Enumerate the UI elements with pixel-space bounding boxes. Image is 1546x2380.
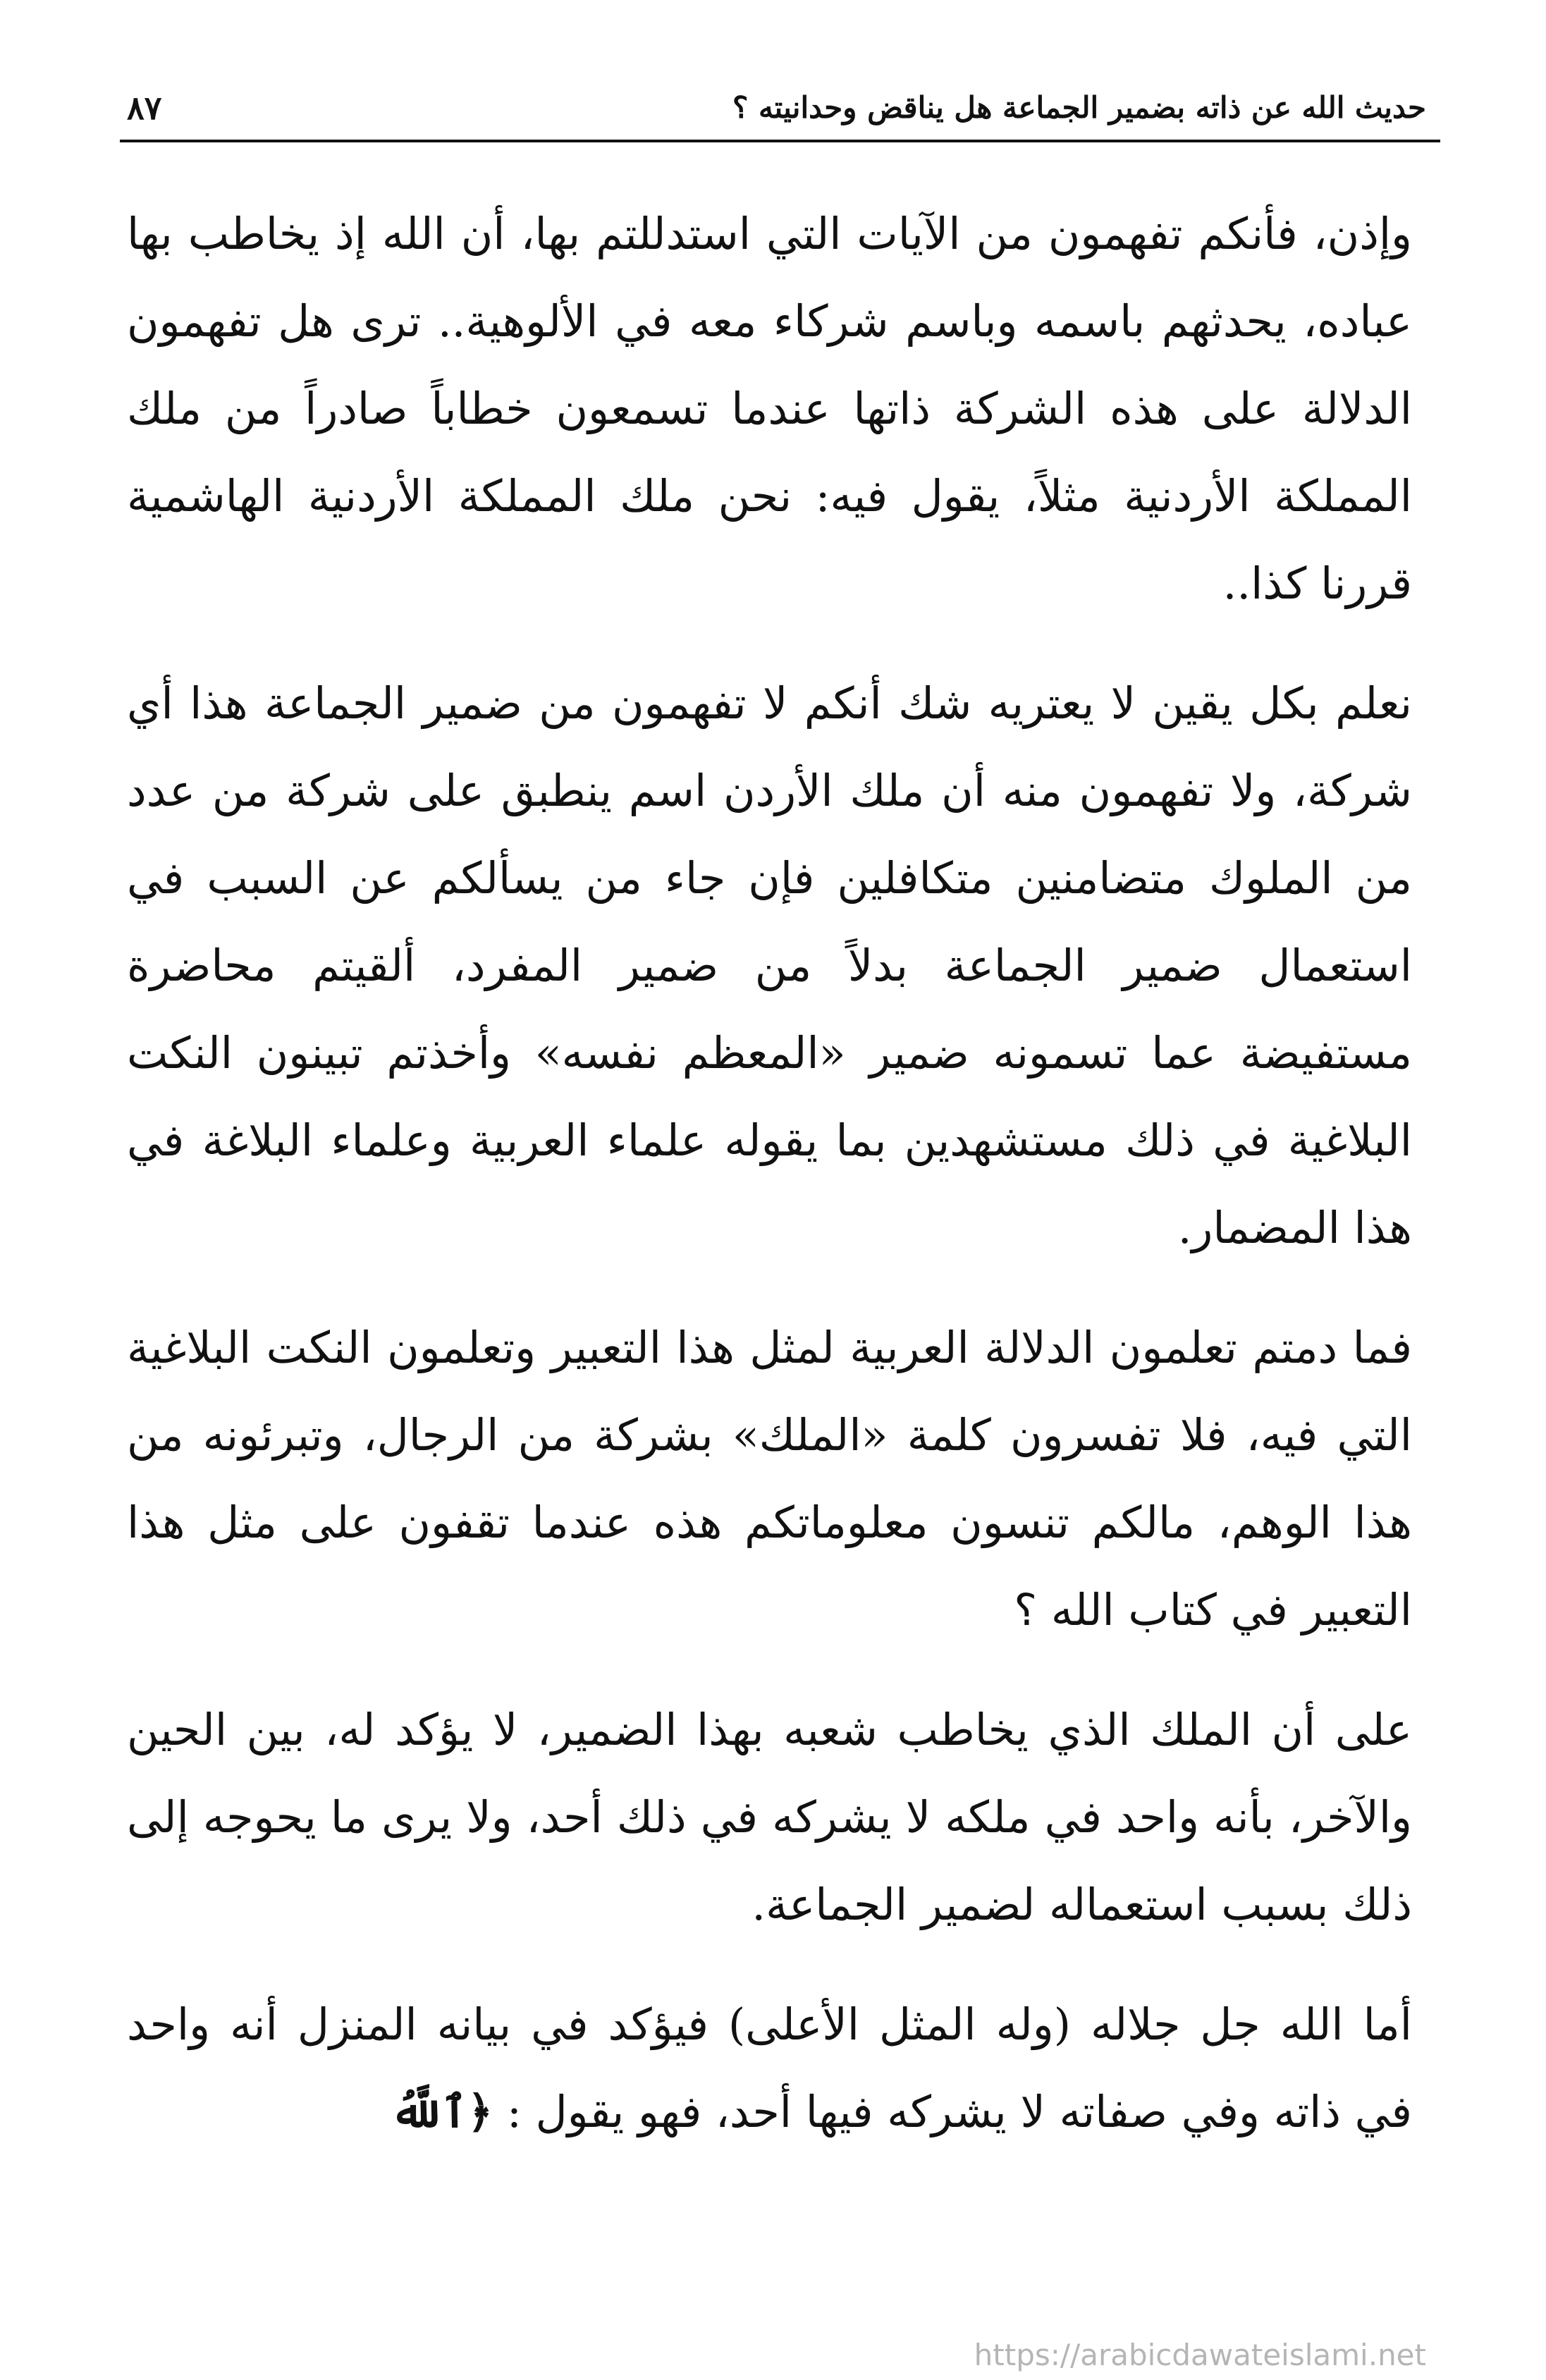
page-header xyxy=(120,83,1426,147)
paragraph-2: نعلم بكل يقين لا يعتريه شك أنكم لا تفهمون من ضمير الجماعة هذا أي شركة، ولا تفهمون منه أن ملك الأردن اسم ينطبق على شركة من عدد من الملوك متضامنين متكافلين فإن جاء من يسألكم عن السبب في استعمال ضمير الجماعة بدلاً من ضمير المفرد، ألقيتم محاضرة مستفيضة عما تسمونه ضمير «المعظم نفسه» وأخذتم تبينون النكت البلاغية في ذلك مستشهدين بما يقوله علماء العربية وعلماء البلاغة في هذا المضمار. xyxy=(127,677,1412,1253)
paragraph-5-text: أما الله جل جلاله (وله المثل الأعلى) فيؤكد في بيانه المنزل أنه واحد في ذاته وفي صفاته لا يشركه فيها أحد، فهو يقول : xyxy=(127,1999,1412,2137)
watermark-url: https://arabicdawateislami.net xyxy=(974,2338,1426,2372)
paragraph-3: فما دمتم تعلمون الدلالة العربية لمثل هذا التعبير وتعلمون النكت البلاغية التي فيه، فلا تفسرون كلمة «الملك» بشركة من الرجال، وتبرئونه من هذا الوهم، مالكم تنسون معلوماتكم هذه عندما تقفون على مثل هذا التعبير في كتاب الله ؟ xyxy=(127,1322,1412,1636)
paragraph-1: وإذن، فأنكم تفهمون من الآيات التي استدللتم بها، أن الله إذ يخاطب بها عباده، يحدثهم باسمه وباسم شركاء معه في الألوهية.. ترى هل تفهمون الدلالة على هذه الشركة ذاتها عندما تسمعون خطاباً صادراً من ملك المملكة الأردنية مثلاً، يقول فيه: نحن ملك المملكة الأردنية الهاشمية قررنا كذا.. xyxy=(127,208,1412,609)
paragraph-4: على أن الملك الذي يخاطب شعبه بهذا الضمير، لا يؤكد له، بين الحين والآخر، بأنه واحد في ملكه لا يشركه في ذلك أحد، ولا يرى ما يحوجه إلى ذلك بسبب استعماله لضمير الجماعة. xyxy=(127,1704,1412,1930)
header-rule xyxy=(120,140,1440,142)
body-text xyxy=(127,190,1412,2156)
quran-quote-opening: ﴿ٱللَّهُ xyxy=(390,2086,493,2137)
running-title: حديث الله عن ذاته بضمير الجماعة هل يناقض وحدانيته ؟ xyxy=(732,90,1426,125)
paragraph-5 xyxy=(127,1981,1412,2156)
page-number: ٨٧ xyxy=(127,89,162,127)
